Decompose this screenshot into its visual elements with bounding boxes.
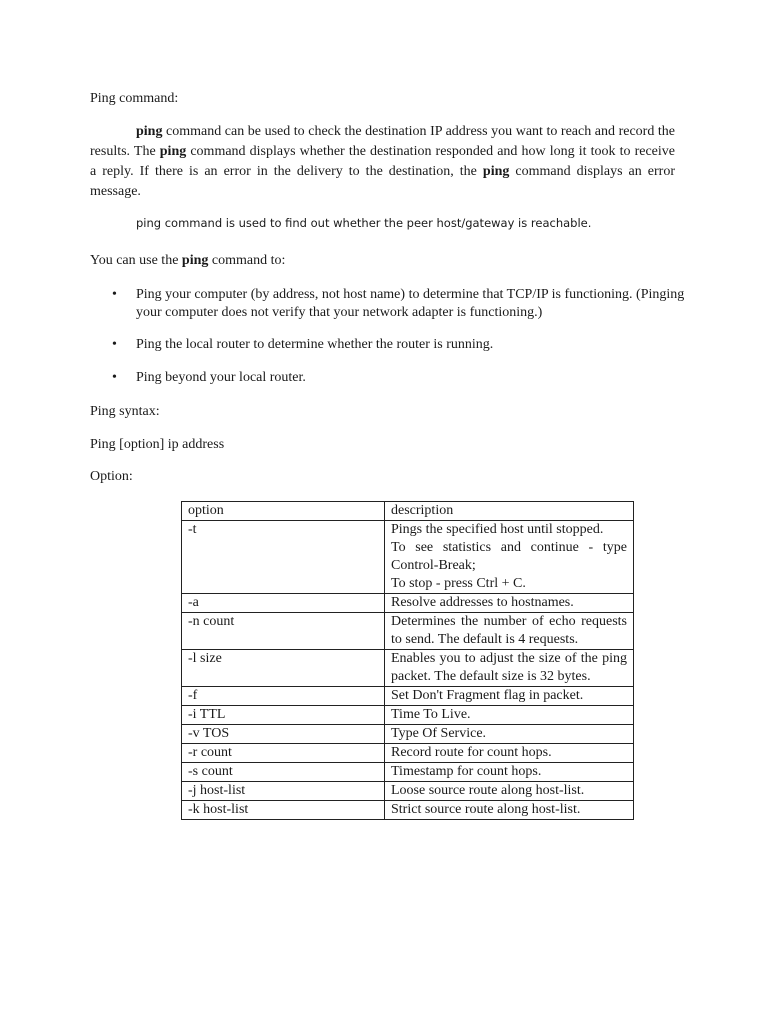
option-cell: -r count bbox=[182, 744, 385, 763]
option-cell: -l size bbox=[182, 650, 385, 687]
option-label: Option: bbox=[90, 469, 133, 484]
description-cell bbox=[385, 744, 634, 763]
option-cell: -i TTL bbox=[182, 706, 385, 725]
intro-text-3: command displays an error message. bbox=[90, 164, 675, 199]
description-cell bbox=[385, 725, 634, 744]
bullet-text: Ping beyond your local router. bbox=[136, 370, 306, 385]
ping-keyword: ping bbox=[482, 164, 510, 179]
description-cell bbox=[385, 613, 634, 650]
table-row bbox=[182, 650, 634, 687]
bullet-item bbox=[90, 336, 690, 354]
uses-prefix: You can use the bbox=[90, 253, 182, 268]
ping-note: ping command is used to find out whether the peer host/gateway is reachable. bbox=[136, 216, 592, 230]
description-line: To see statistics and continue - type Control-Break; bbox=[391, 540, 627, 573]
option-cell: -n count bbox=[182, 613, 385, 650]
header-description: description bbox=[385, 502, 634, 521]
description-cell bbox=[385, 650, 634, 687]
table-row bbox=[182, 801, 634, 820]
description-line: Timestamp for count hops. bbox=[391, 764, 542, 779]
table-row bbox=[182, 521, 634, 594]
syntax-line: Ping [option] ip address bbox=[90, 437, 225, 452]
table-row bbox=[182, 594, 634, 613]
option-cell: -t bbox=[182, 521, 385, 594]
header-option: option bbox=[182, 502, 385, 521]
table-header-row bbox=[182, 502, 634, 521]
description-cell bbox=[385, 521, 634, 594]
bullet-item bbox=[90, 369, 690, 387]
description-line: To stop - press Ctrl + C. bbox=[391, 576, 526, 591]
table-row bbox=[182, 782, 634, 801]
table-row bbox=[182, 706, 634, 725]
ping-keyword: ping bbox=[159, 144, 187, 159]
description-cell bbox=[385, 801, 634, 820]
description-cell bbox=[385, 763, 634, 782]
description-cell bbox=[385, 687, 634, 706]
option-cell: -f bbox=[182, 687, 385, 706]
table-row bbox=[182, 613, 634, 650]
table-row bbox=[182, 725, 634, 744]
uses-intro bbox=[90, 252, 285, 270]
syntax-label: Ping syntax: bbox=[90, 404, 160, 419]
bullet-text: Ping your computer (by address, not host name) to determine that TCP/IP is functioning. (Pinging your computer does not verify that your network adapter is functioning.) bbox=[136, 287, 685, 320]
bullet-item bbox=[90, 286, 690, 322]
description-line: Enables you to adjust the size of the ping packet. The default size is 32 bytes. bbox=[391, 651, 627, 684]
description-line: Loose source route along host-list. bbox=[391, 783, 585, 798]
intro-text-2: command displays whether the destination responded and how long it took to receive a reply. If there is an error in the delivery to the destination, the bbox=[90, 144, 675, 179]
description-line: Time To Live. bbox=[391, 707, 471, 722]
description-line: Set Don't Fragment flag in packet. bbox=[391, 688, 584, 703]
description-cell bbox=[385, 706, 634, 725]
option-cell: -k host-list bbox=[182, 801, 385, 820]
option-cell: -j host-list bbox=[182, 782, 385, 801]
description-line: Resolve addresses to hostnames. bbox=[391, 595, 574, 610]
intro-paragraph bbox=[90, 122, 675, 202]
description-cell bbox=[385, 782, 634, 801]
bullet-dot: • bbox=[112, 287, 117, 302]
description-line: Determines the number of echo requests to send. The default is 4 requests. bbox=[391, 614, 627, 647]
table-row bbox=[182, 763, 634, 782]
option-cell: -v TOS bbox=[182, 725, 385, 744]
uses-suffix: command to: bbox=[208, 253, 286, 268]
bullet-text: Ping the local router to determine whether the router is running. bbox=[136, 337, 494, 352]
description-line: Record route for count hops. bbox=[391, 745, 552, 760]
bullet-dot: • bbox=[112, 337, 117, 352]
table-row bbox=[182, 744, 634, 763]
table-row bbox=[182, 687, 634, 706]
section-heading: Ping command: bbox=[90, 91, 179, 106]
description-cell bbox=[385, 594, 634, 613]
intro-text-1: command can be used to check the destination IP address you want to reach and record the results. The bbox=[90, 124, 675, 159]
options-table bbox=[181, 501, 634, 820]
option-cell: -a bbox=[182, 594, 385, 613]
option-cell: -s count bbox=[182, 763, 385, 782]
description-line: Pings the specified host until stopped. bbox=[391, 522, 604, 537]
description-line: Strict source route along host-list. bbox=[391, 802, 581, 817]
description-line: Type Of Service. bbox=[391, 726, 487, 741]
ping-keyword: ping bbox=[181, 253, 209, 268]
bullet-dot: • bbox=[112, 370, 117, 385]
ping-keyword: ping bbox=[136, 124, 163, 139]
